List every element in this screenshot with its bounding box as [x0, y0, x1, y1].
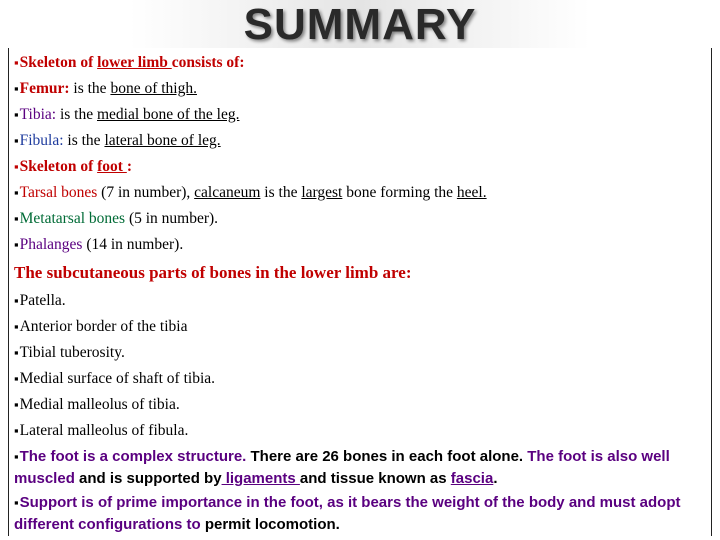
support-paragraph: ▪Support is of prime importance in the foot, as it bears the weight of the body and must adopt different configurations to permit locomotion.	[14, 494, 681, 533]
bullet-icon: ▪	[14, 81, 19, 96]
bullet-icon: ▪	[14, 55, 19, 70]
tibia-line: ▪Tibia: is the medial bone of the leg.	[14, 106, 240, 123]
bullet-icon: ▪	[14, 345, 19, 360]
bullet-icon: ▪	[14, 133, 19, 148]
subcutaneous-item: ▪Lateral malleolus of fibula.	[14, 422, 189, 439]
tarsal-line: ▪Tarsal bones (7 in number), calcaneum is the largest bone forming the heel.	[14, 184, 487, 201]
bullet-icon: ▪	[14, 397, 19, 412]
skeleton-foot-line: ▪Skeleton of foot :	[14, 158, 132, 175]
bullet-icon: ▪	[14, 319, 19, 334]
bullet-icon: ▪	[14, 211, 19, 226]
bullet-icon: ▪	[14, 293, 19, 308]
foot-structure-paragraph: ▪The foot is a complex structure. There are 26 bones in each foot alone. The foot is also well muscled and is supported by ligaments and tissue known as fascia.	[14, 448, 670, 487]
subcutaneous-item: ▪Patella.	[14, 292, 66, 309]
bullet-icon: ▪	[14, 107, 19, 122]
bullet-icon: ▪	[14, 449, 19, 464]
skeleton-lower-limb-line: ▪Skeleton of lower limb consists of:	[14, 54, 245, 71]
bullet-icon: ▪	[14, 237, 19, 252]
bullet-icon: ▪	[14, 423, 19, 438]
subcutaneous-item: ▪Medial surface of shaft of tibia.	[14, 370, 216, 387]
bullet-icon: ▪	[14, 185, 19, 200]
bullet-icon: ▪	[14, 159, 19, 174]
subcutaneous-item: ▪Medial malleolus of tibia.	[14, 396, 180, 413]
fibula-line: ▪Fibula: is the lateral bone of leg.	[14, 132, 221, 149]
page-title: SUMMARY	[243, 0, 477, 49]
bullet-icon: ▪	[14, 495, 19, 510]
metatarsal-line: ▪Metatarsal bones (5 in number).	[14, 210, 219, 227]
subcutaneous-item: ▪Anterior border of the tibia	[14, 318, 188, 335]
femur-line: ▪Femur: is the bone of thigh.	[14, 80, 197, 97]
title-area	[0, 0, 720, 50]
subcutaneous-heading: The subcutaneous parts of bones in the lower limb are:	[14, 263, 412, 282]
bullet-icon: ▪	[14, 371, 19, 386]
slide-content	[14, 50, 714, 536]
subcutaneous-item: ▪Tibial tuberosity.	[14, 344, 125, 361]
phalanges-line: ▪Phalanges (14 in number).	[14, 236, 184, 253]
